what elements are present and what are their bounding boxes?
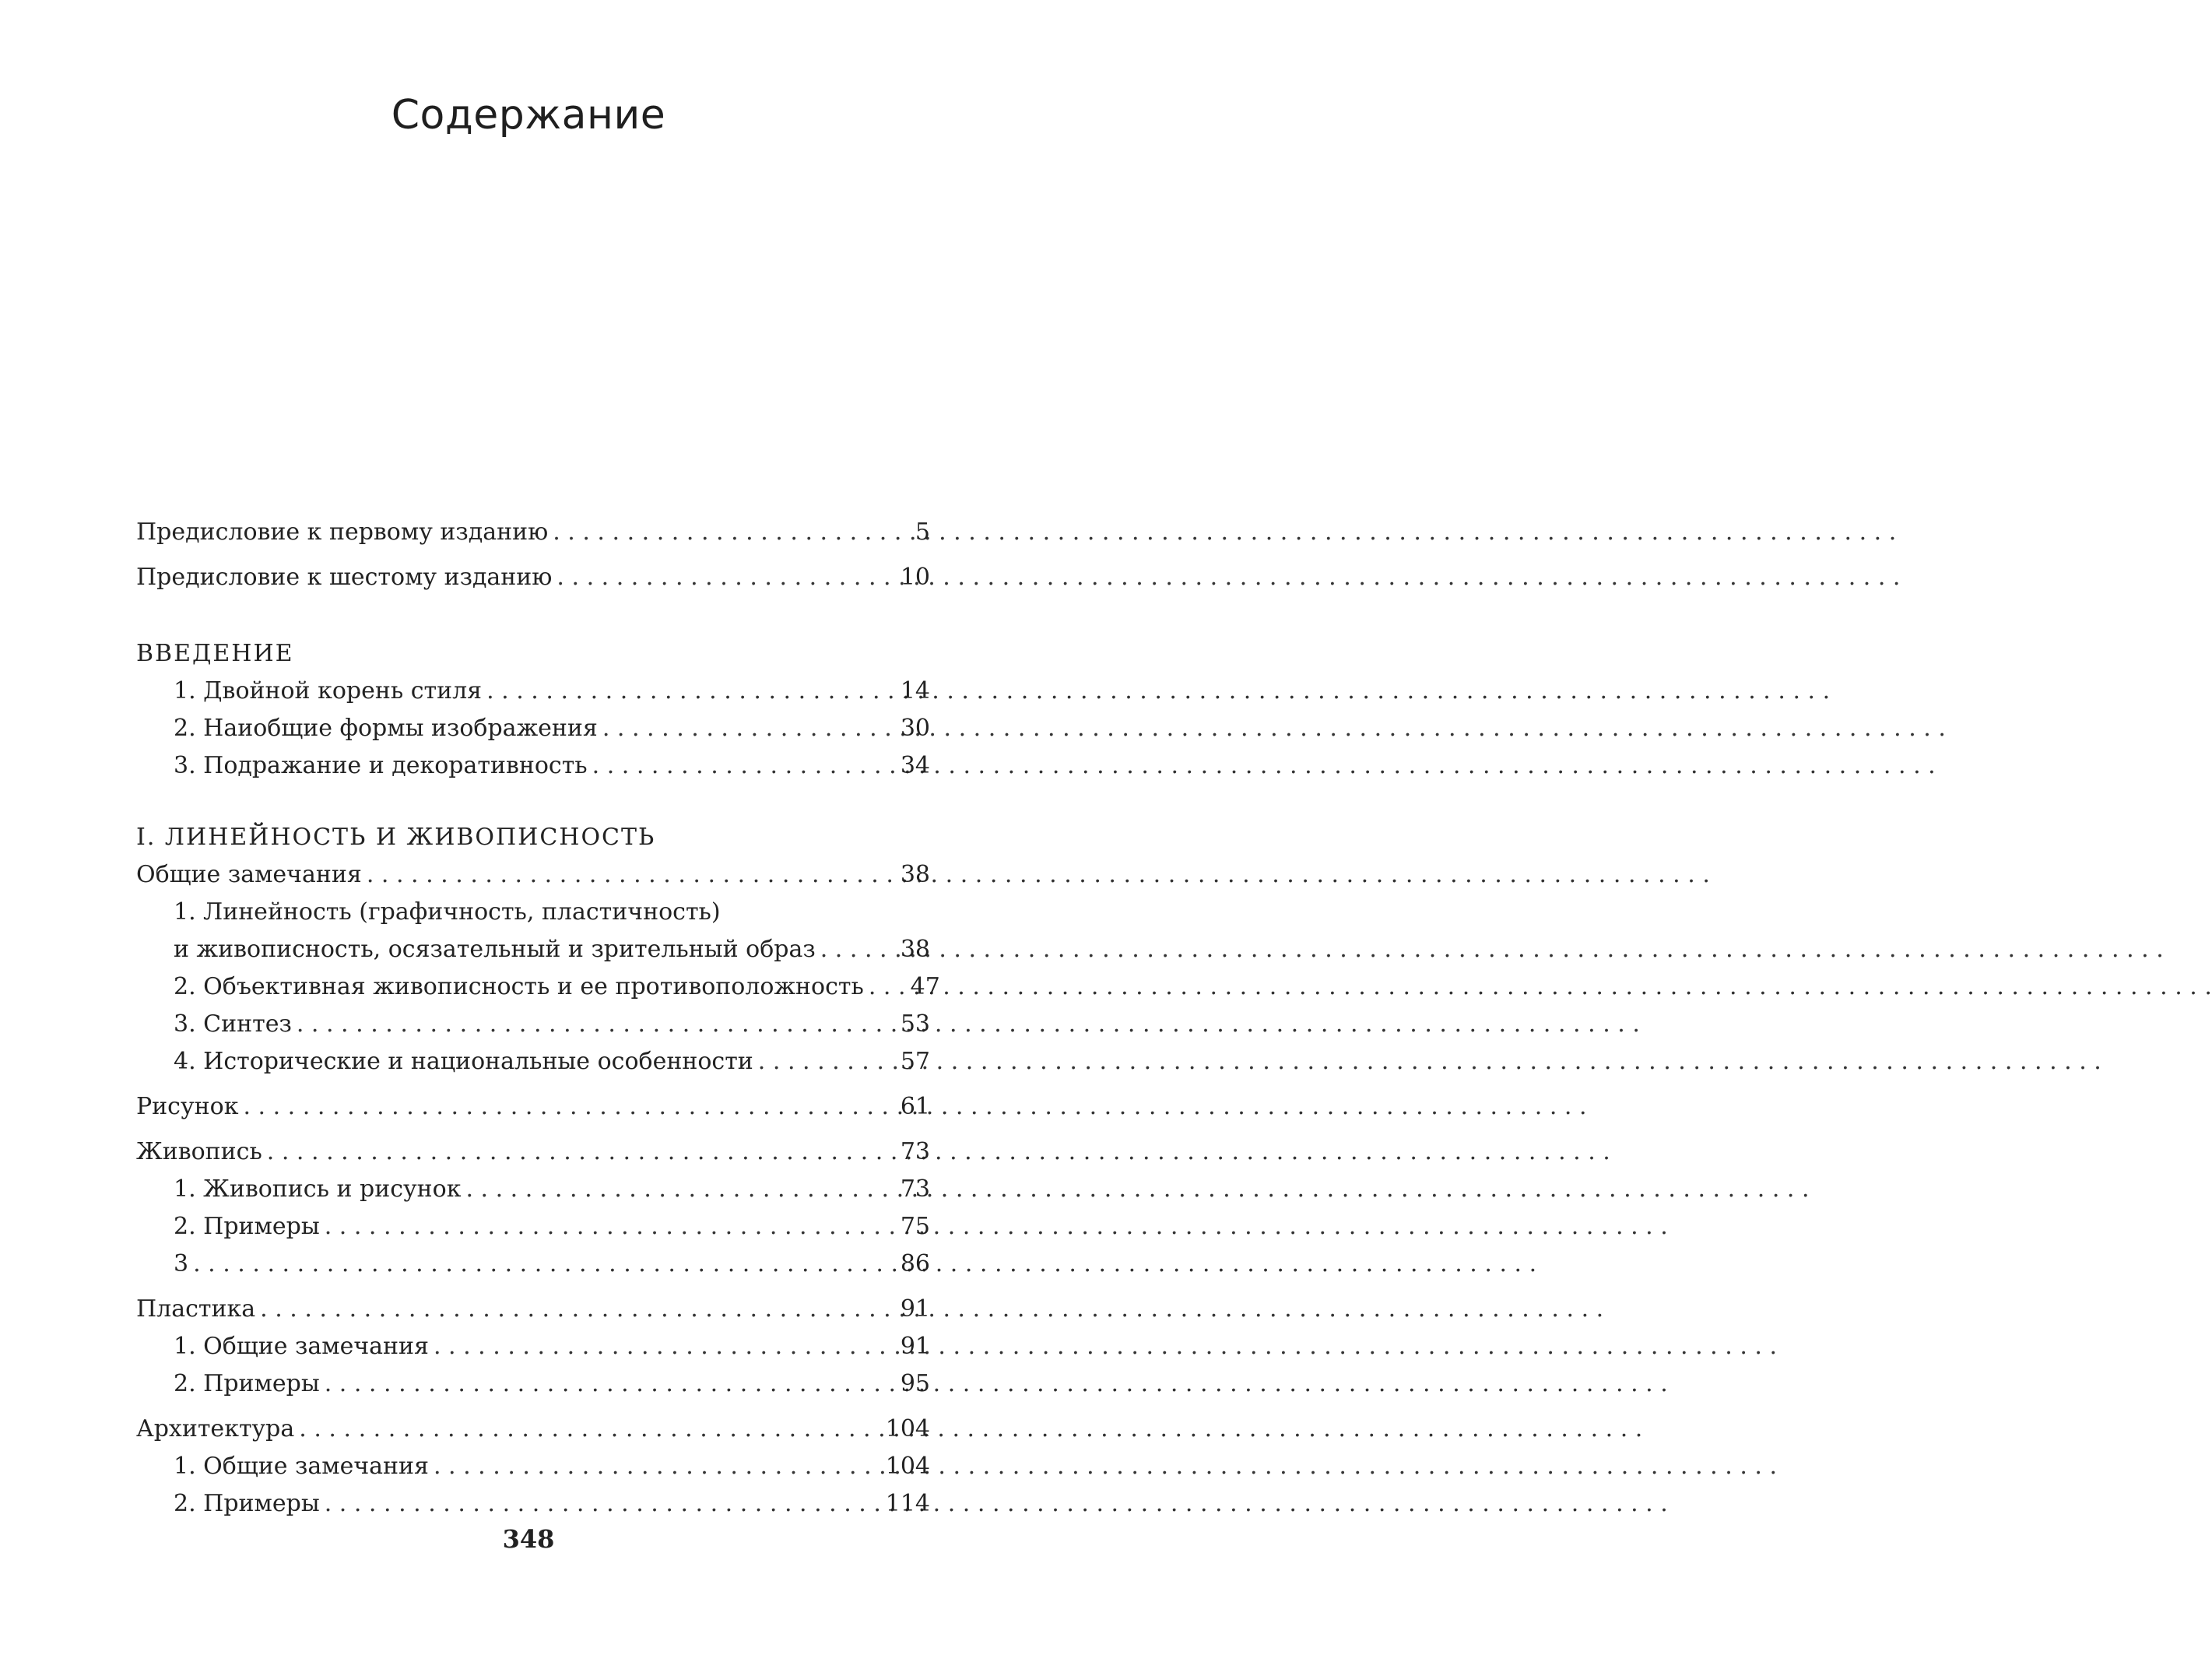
toc-entry-label: Живопись: [136, 1138, 262, 1165]
leader-dots: [320, 1365, 879, 1403]
toc-entry-page: 104: [885, 1415, 930, 1442]
toc-entry-label: 3. Подражание и декоративность: [174, 752, 588, 779]
toc-entry-label: Предисловие к шестому изданию: [136, 564, 553, 591]
table-of-contents: [136, 514, 940, 1523]
toc-entry-label: 1. Общие замечания: [174, 1333, 429, 1360]
leader-dots: [320, 1208, 879, 1246]
leader-dots: [588, 747, 879, 785]
leader-dots: [362, 856, 879, 894]
toc-entry-architecture-1[interactable]: [136, 1448, 930, 1485]
leader-dots: [753, 1043, 879, 1080]
toc-entry-painting-2[interactable]: [136, 1208, 930, 1246]
leader-dots: [238, 1088, 879, 1126]
toc-entry-label: 1. Общие замечания: [174, 1453, 429, 1480]
toc-entry-label: 3. Синтез: [174, 1010, 292, 1038]
toc-entry-page: 73: [900, 1138, 930, 1165]
leader-dots: [429, 1328, 879, 1365]
toc-entry-page: 47: [910, 973, 940, 1000]
toc-entry-general-remarks[interactable]: [136, 856, 930, 894]
toc-entry-painting-1[interactable]: [136, 1171, 930, 1208]
toc-entry-page: 91: [900, 1295, 930, 1323]
toc-entry-label-line1: 1. Линейность (графичность, пластичность): [174, 898, 721, 926]
toc-entry-page: 75: [900, 1213, 930, 1240]
toc-entry-painting[interactable]: [136, 1133, 930, 1171]
leader-dots: [548, 514, 879, 551]
toc-entry-page: 57: [900, 1048, 930, 1075]
toc-entry-linearity[interactable]: [136, 894, 930, 968]
page-title: Содержание: [391, 92, 666, 139]
leader-dots: [262, 1133, 879, 1171]
page-number: 348: [502, 1524, 555, 1554]
leader-dots: [598, 710, 879, 747]
toc-entry-page: 114: [885, 1490, 930, 1517]
toc-entry-label: Пластика: [136, 1295, 256, 1323]
toc-entry-page: 5: [915, 518, 930, 546]
toc-entry-synthesis[interactable]: [136, 1006, 930, 1043]
toc-entry-page: 38: [900, 861, 930, 888]
leader-dots: [188, 1246, 879, 1283]
leader-dots: [292, 1006, 879, 1043]
leader-dots: [864, 968, 889, 1006]
toc-entry-architecture-2[interactable]: [136, 1485, 930, 1523]
leader-dots: [552, 559, 879, 596]
toc-entry-label: 2. Примеры: [174, 1490, 320, 1517]
toc-entry-page: 73: [900, 1175, 930, 1203]
toc-entry-label: Общие замечания: [136, 861, 362, 888]
toc-entry-page: 38: [900, 936, 930, 963]
toc-entry-label: 2. Объективная живописность и ее противоположность: [174, 973, 864, 1000]
toc-entry-historical-features[interactable]: [136, 1043, 930, 1080]
toc-entry-label: 1. Двойной корень стиля: [174, 677, 483, 705]
toc-entry-intro-1[interactable]: [136, 673, 930, 710]
toc-entry-label: Архитектура: [136, 1415, 295, 1442]
toc-entry-intro-3[interactable]: [136, 747, 930, 785]
leader-dots: [429, 1448, 879, 1485]
leader-dots: [816, 931, 879, 968]
toc-entry-label: 3: [174, 1250, 189, 1277]
toc-entry-page: 30: [900, 715, 930, 742]
leader-dots: [255, 1291, 879, 1328]
leader-dots: [294, 1411, 879, 1448]
toc-entry-painting-3[interactable]: [136, 1246, 930, 1283]
toc-entry-objective-painterliness[interactable]: [136, 968, 940, 1006]
toc-entry-label: 2. Примеры: [174, 1370, 320, 1397]
toc-entry-page: 95: [900, 1370, 930, 1397]
toc-entry-intro-2[interactable]: [136, 710, 930, 747]
toc-entry-page: 34: [900, 752, 930, 779]
leader-dots: [482, 673, 879, 710]
toc-entry-label: 1. Живопись и рисунок: [174, 1175, 462, 1203]
toc-entry-label: 2. Примеры: [174, 1213, 320, 1240]
toc-entry-page: 14: [900, 677, 930, 705]
toc-entry-label: и живописность, осязательный и зрительный образ: [174, 936, 816, 963]
toc-entry-page: 53: [900, 1010, 930, 1038]
toc-entry-page: 104: [885, 1453, 930, 1480]
toc-entry-label: Рисунок: [136, 1093, 239, 1120]
section-heading-intro: ВВЕДЕНИЕ: [136, 640, 294, 667]
toc-entry-page: 86: [900, 1250, 930, 1277]
section-heading-chapter-1: I. ЛИНЕЙНОСТЬ И ЖИВОПИСНОСТЬ: [136, 824, 656, 851]
toc-entry-drawing[interactable]: [136, 1088, 930, 1126]
toc-entry-preface-first[interactable]: [136, 514, 930, 551]
toc-entry-architecture[interactable]: [136, 1411, 930, 1448]
toc-entry-sculpture[interactable]: [136, 1291, 930, 1328]
toc-entry-page: 61: [900, 1093, 930, 1120]
leader-dots: [461, 1171, 879, 1208]
toc-entry-label: 4. Исторические и национальные особенности: [174, 1048, 753, 1075]
toc-entry-page: 10: [900, 564, 930, 591]
toc-entry-label: Предисловие к первому изданию: [136, 518, 549, 546]
toc-entry-label: 2. Наиобщие формы изображения: [174, 715, 598, 742]
toc-entry-preface-sixth[interactable]: [136, 559, 930, 596]
leader-dots: [320, 1485, 879, 1523]
toc-entry-page: 91: [900, 1333, 930, 1360]
toc-entry-sculpture-1[interactable]: [136, 1328, 930, 1365]
toc-entry-sculpture-2[interactable]: [136, 1365, 930, 1403]
